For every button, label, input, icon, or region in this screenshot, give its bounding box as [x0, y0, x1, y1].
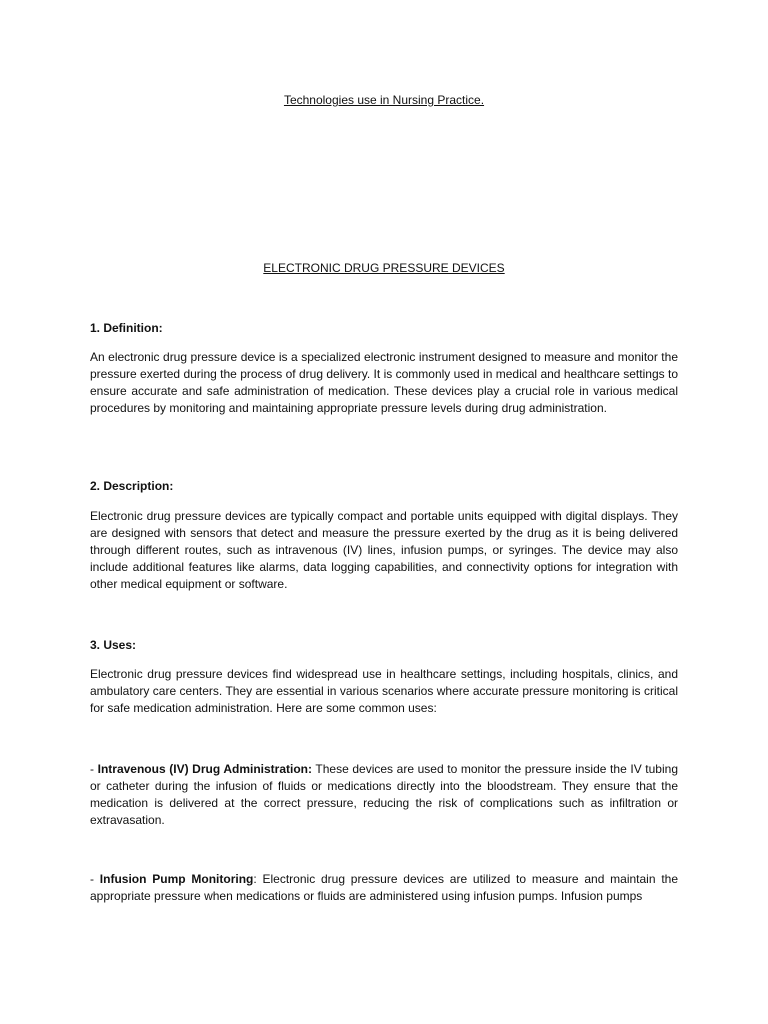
- list-item-prefix: -: [90, 762, 98, 776]
- list-item: [90, 761, 678, 829]
- description-paragraph: Electronic drug pressure devices are typically compact and portable units equipped with digital displays. They are designed with sensors that detect and measure the pressure exerted by the drug as it is being delivered through different routes, such as intravenous (IV) lines, infusion pumps, or syringes. The device may also include additional features like alarms, data logging capabilities, and connectivity options for integration with other medical equipment or software.: [90, 509, 678, 591]
- document-title: Technologies use in Nursing Practice.: [283, 93, 485, 107]
- list-item-prefix: -: [90, 872, 100, 886]
- uses-paragraph: Electronic drug pressure devices find widespread use in healthcare settings, including hospitals, clinics, and ambulatory care centers. They are essential in various scenarios where accurate pressure monitoring is critical for safe medication administration. Here are some common uses:: [90, 667, 678, 715]
- list-item-text: : Electronic drug pressure devices are utilized to measure and maintain the appropriate pressure when medications or fluids are administered using infusion pumps. Infusion pumps: [90, 872, 678, 903]
- list-item-label: Intravenous (IV) Drug Administration:: [97, 762, 313, 776]
- list-item-label: Infusion Pump Monitoring: [99, 872, 254, 886]
- uses-heading: 3. Uses:: [90, 638, 137, 652]
- definition-heading: 1. Definition:: [90, 321, 163, 335]
- list-item: [90, 871, 678, 905]
- list-item-text: These devices are used to monitor the pressure inside the IV tubing or catheter during the infusion of fluids or medications directly into the bloodstream. They ensure that the medication is delivered at the correct pressure, reducing the risk of complications such as infiltration or extravasation.: [90, 762, 678, 827]
- section-title: ELECTRONIC DRUG PRESSURE DEVICES: [263, 261, 505, 275]
- definition-paragraph: An electronic drug pressure device is a specialized electronic instrument designed to measure and monitor the pressure exerted during the process of drug delivery. It is commonly used in medical and healthcare settings to ensure accurate and safe administration of medication. These devices play a crucial role in various medical procedures by monitoring and maintaining appropriate pressure levels during drug administration.: [90, 350, 678, 415]
- description-heading: 2. Description:: [90, 479, 174, 493]
